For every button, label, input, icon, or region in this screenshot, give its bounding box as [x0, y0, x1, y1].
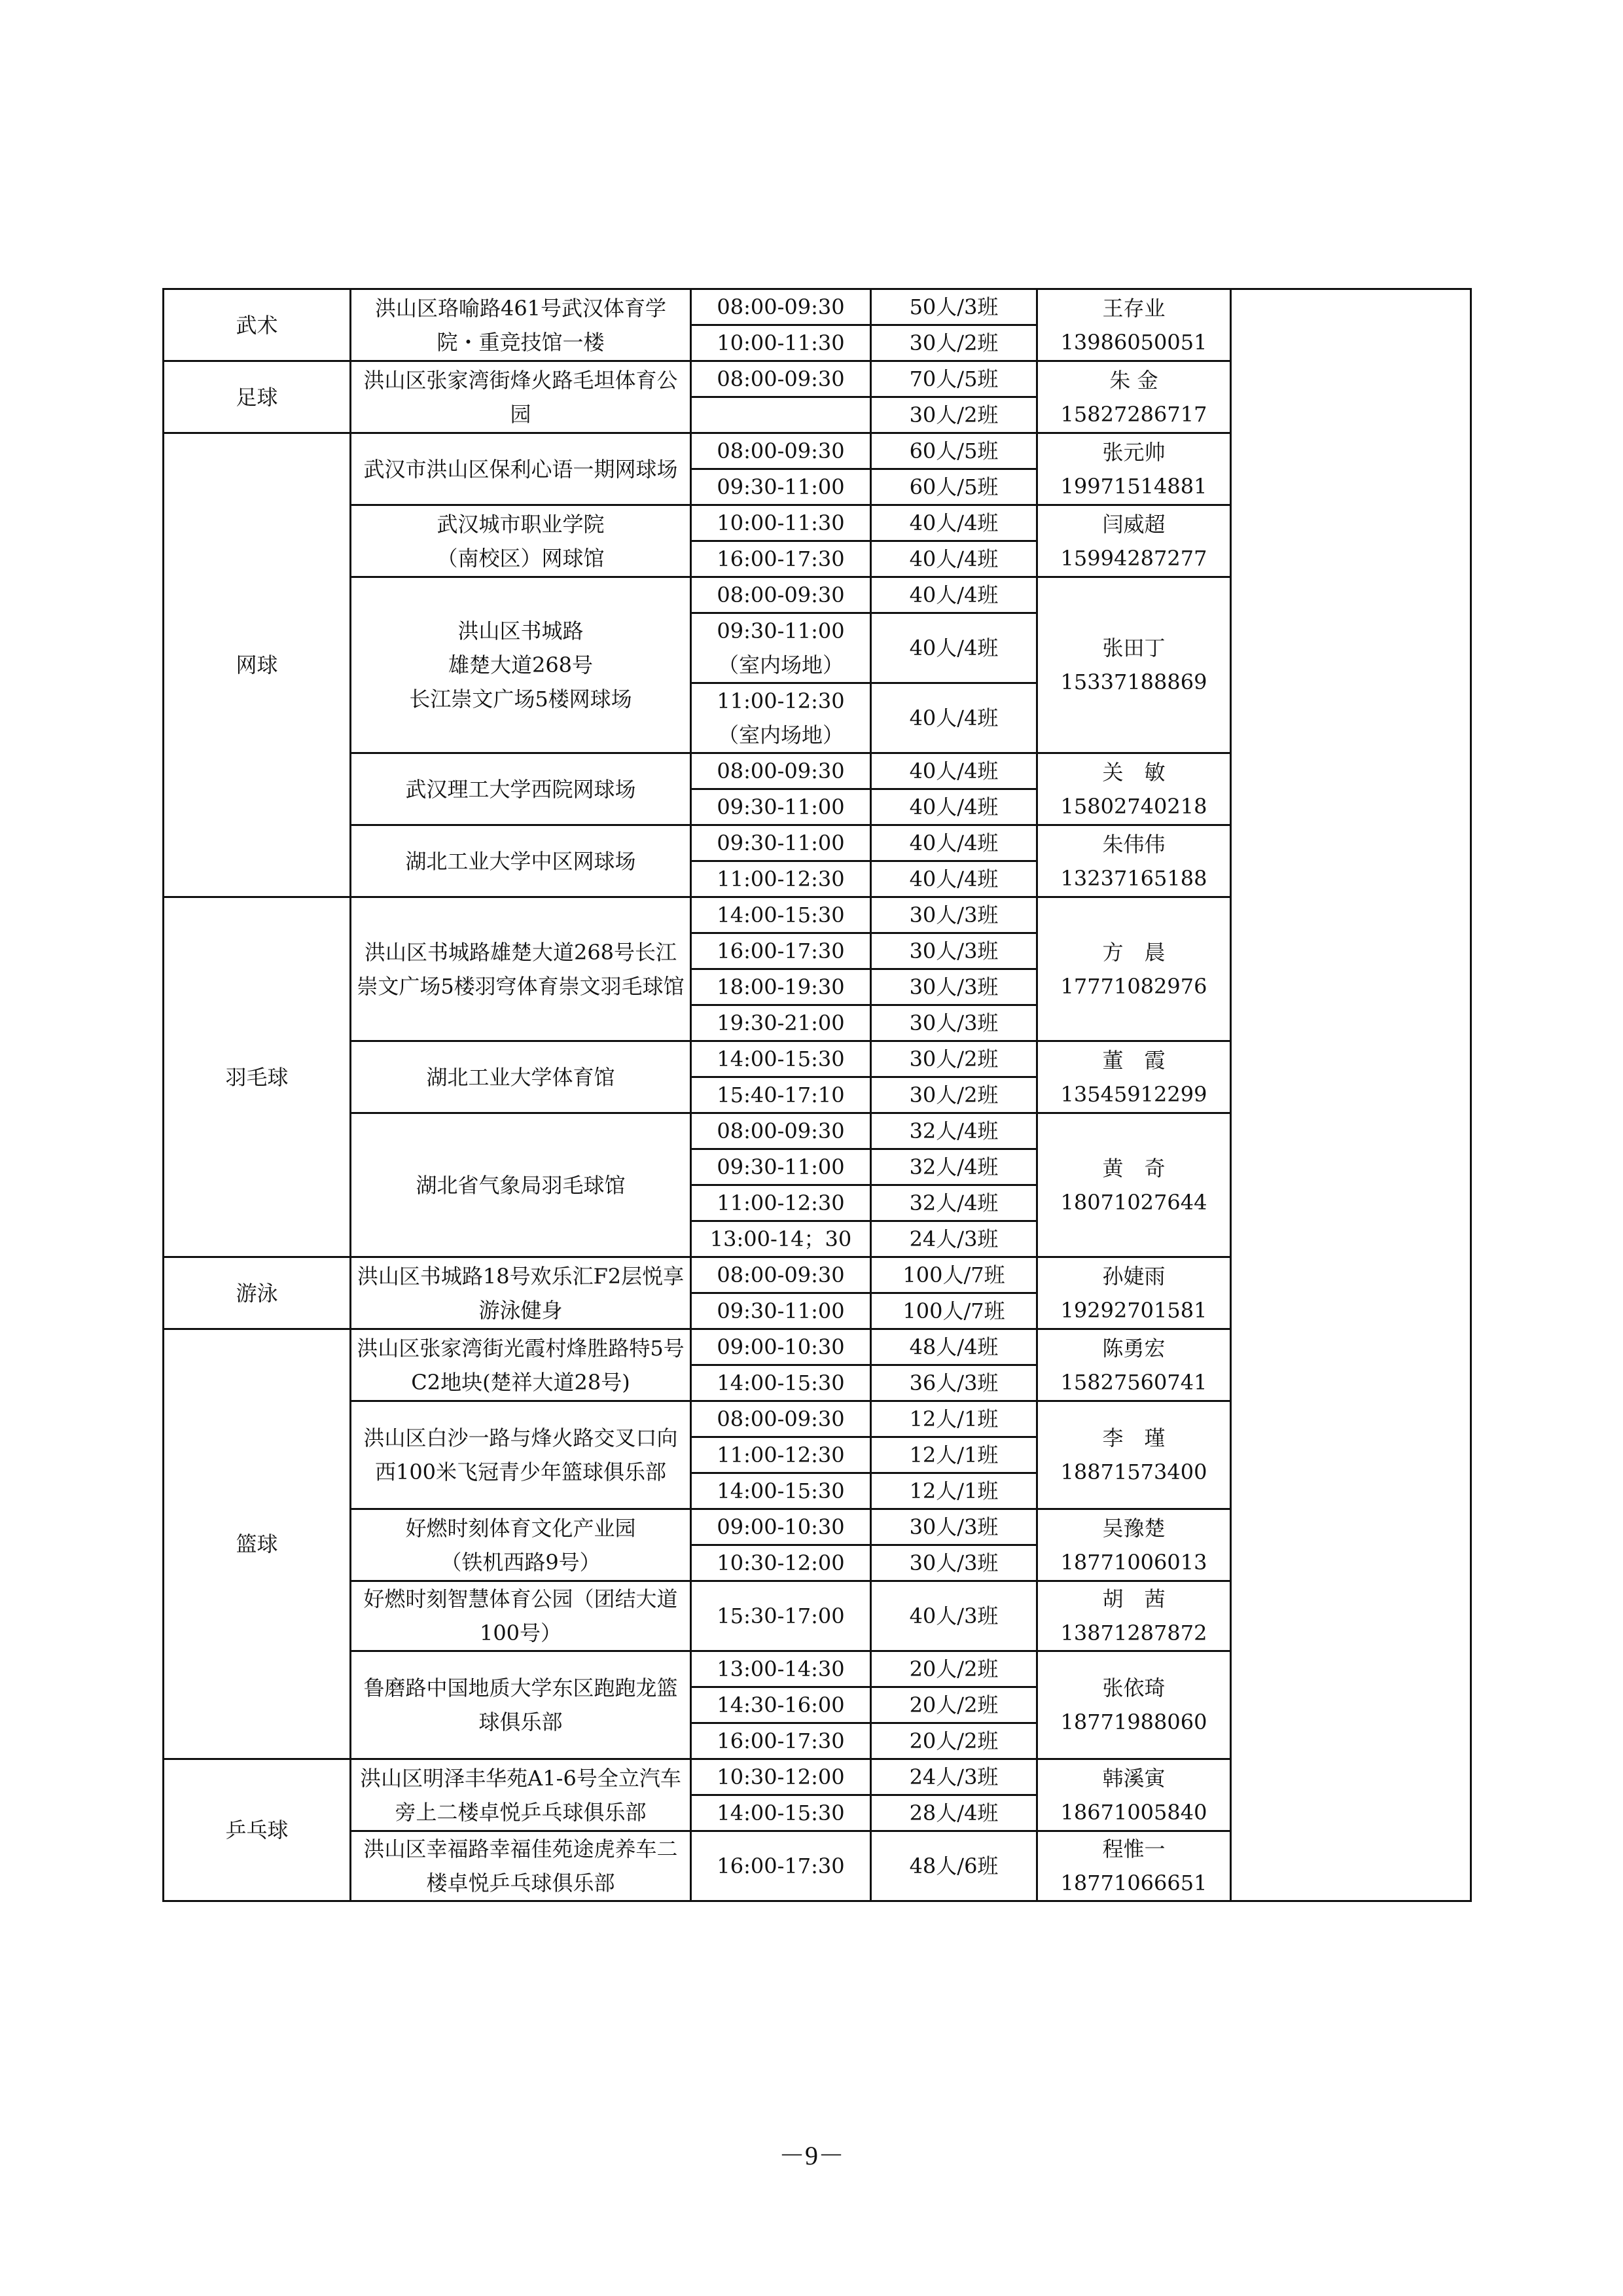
- venue-cell: 洪山区书城路雄楚大道268号长江崇文广场5楼羽穹体育崇文羽毛球馆: [351, 897, 691, 1041]
- capacity-cell: 12人/1班: [871, 1473, 1037, 1509]
- time-cell: 08:00-09:30: [691, 289, 871, 325]
- time-cell: 11:00-12:30: [691, 861, 871, 897]
- venue-cell: 湖北工业大学体育馆: [351, 1041, 691, 1113]
- contact-cell: 朱 金 15827286717: [1037, 361, 1231, 433]
- venue-schedule-body: [164, 289, 1471, 1901]
- contact-cell: 张田丁 15337188869: [1037, 577, 1231, 753]
- time-cell: 14:00-15:30: [691, 1473, 871, 1509]
- capacity-cell: 20人/2班: [871, 1723, 1037, 1759]
- time-cell: 14:00-15:30: [691, 897, 871, 933]
- venue-cell: 洪山区珞喻路461号武汉体育学院・重竞技馆一楼: [351, 289, 691, 361]
- contact-cell: 董 霞 13545912299: [1037, 1041, 1231, 1113]
- contact-cell: 张依琦 18771988060: [1037, 1651, 1231, 1759]
- contact-cell: 黄 奇 18071027644: [1037, 1113, 1231, 1257]
- time-cell: 14:00-15:30: [691, 1041, 871, 1077]
- capacity-cell: 48人/4班: [871, 1329, 1037, 1365]
- time-cell: 14:30-16:00: [691, 1687, 871, 1723]
- table-row: [164, 289, 1471, 325]
- capacity-cell: 30人/2班: [871, 397, 1037, 433]
- time-cell: 08:00-09:30: [691, 361, 871, 397]
- sport-cell: 游泳: [164, 1257, 351, 1329]
- sport-cell: 武术: [164, 289, 351, 361]
- capacity-cell: 30人/3班: [871, 1509, 1037, 1545]
- capacity-cell: 12人/1班: [871, 1437, 1037, 1473]
- time-cell: 08:00-09:30: [691, 433, 871, 469]
- time-cell: 08:00-09:30: [691, 753, 871, 789]
- venue-cell: 洪山区书城路18号欢乐汇F2层悦享游泳健身: [351, 1257, 691, 1329]
- time-cell: 16:00-17:30: [691, 933, 871, 969]
- time-cell: 19:30-21:00: [691, 1005, 871, 1041]
- capacity-cell: 40人/4班: [871, 577, 1037, 613]
- venue-cell: 鲁磨路中国地质大学东区跑跑龙篮球俱乐部: [351, 1651, 691, 1759]
- capacity-cell: 20人/2班: [871, 1687, 1037, 1723]
- contact-cell: 朱伟伟 13237165188: [1037, 825, 1231, 897]
- time-cell: 09:00-10:30: [691, 1329, 871, 1365]
- capacity-cell: 30人/2班: [871, 325, 1037, 361]
- time-cell: 11:00-12:30 （室内场地）: [691, 683, 871, 753]
- sport-cell: 羽毛球: [164, 897, 351, 1257]
- time-cell: 10:00-11:30: [691, 325, 871, 361]
- capacity-cell: 30人/3班: [871, 897, 1037, 933]
- contact-cell: 孙婕雨 19292701581: [1037, 1257, 1231, 1329]
- capacity-cell: 30人/3班: [871, 933, 1037, 969]
- time-cell: 09:30-11:00: [691, 469, 871, 505]
- venue-cell: 好燃时刻体育文化产业园 （铁机西路9号）: [351, 1509, 691, 1581]
- contact-cell: 胡 茜 13871287872: [1037, 1581, 1231, 1651]
- time-cell: 11:00-12:30: [691, 1185, 871, 1221]
- time-cell: 09:00-10:30: [691, 1509, 871, 1545]
- venue-cell: 洪山区书城路 雄楚大道268号 长江崇文广场5楼网球场: [351, 577, 691, 753]
- capacity-cell: 40人/3班: [871, 1581, 1037, 1651]
- time-cell: 09:30-11:00: [691, 825, 871, 861]
- time-cell: 08:00-09:30: [691, 1257, 871, 1293]
- capacity-cell: 50人/3班: [871, 289, 1037, 325]
- capacity-cell: 24人/3班: [871, 1759, 1037, 1795]
- contact-cell: 吴豫楚 18771006013: [1037, 1509, 1231, 1581]
- time-cell: 09:30-11:00: [691, 789, 871, 825]
- capacity-cell: 40人/4班: [871, 825, 1037, 861]
- contact-cell: 李 瑾 18871573400: [1037, 1401, 1231, 1509]
- page-number: －9－: [779, 2141, 844, 2170]
- capacity-cell: 12人/1班: [871, 1401, 1037, 1437]
- capacity-cell: 20人/2班: [871, 1651, 1037, 1687]
- time-cell: 16:00-17:30: [691, 1831, 871, 1901]
- capacity-cell: 32人/4班: [871, 1149, 1037, 1185]
- venue-cell: 好燃时刻智慧体育公园（团结大道100号）: [351, 1581, 691, 1651]
- venue-cell: 武汉市洪山区保利心语一期网球场: [351, 433, 691, 505]
- sport-cell: 乒乓球: [164, 1759, 351, 1901]
- time-cell: 14:00-15:30: [691, 1365, 871, 1401]
- venue-cell: 洪山区幸福路幸福佳苑途虎养车二楼卓悦乒乓球俱乐部: [351, 1831, 691, 1901]
- sport-cell: 篮球: [164, 1329, 351, 1759]
- venue-schedule-table: [162, 288, 1472, 1902]
- capacity-cell: 40人/4班: [871, 861, 1037, 897]
- capacity-cell: 40人/4班: [871, 505, 1037, 541]
- capacity-cell: 60人/5班: [871, 433, 1037, 469]
- time-cell: 09:30-11:00: [691, 1149, 871, 1185]
- contact-cell: 程惟一 18771066651: [1037, 1831, 1231, 1901]
- venue-cell: 武汉理工大学西院网球场: [351, 753, 691, 825]
- capacity-cell: 32人/4班: [871, 1113, 1037, 1149]
- capacity-cell: 40人/4班: [871, 753, 1037, 789]
- time-cell: 16:00-17:30: [691, 1723, 871, 1759]
- capacity-cell: 100人/7班: [871, 1257, 1037, 1293]
- capacity-cell: 32人/4班: [871, 1185, 1037, 1221]
- capacity-cell: 36人/3班: [871, 1365, 1037, 1401]
- capacity-cell: 40人/4班: [871, 541, 1037, 577]
- capacity-cell: 28人/4班: [871, 1795, 1037, 1831]
- time-cell: [691, 397, 871, 433]
- time-cell: 16:00-17:30: [691, 541, 871, 577]
- time-cell: 08:00-09:30: [691, 1401, 871, 1437]
- venue-cell: 洪山区白沙一路与烽火路交叉口向西100米飞冠青少年篮球俱乐部: [351, 1401, 691, 1509]
- capacity-cell: 40人/4班: [871, 613, 1037, 683]
- time-cell: 18:00-19:30: [691, 969, 871, 1005]
- time-cell: 10:30-12:00: [691, 1545, 871, 1581]
- time-cell: 15:40-17:10: [691, 1077, 871, 1113]
- capacity-cell: 70人/5班: [871, 361, 1037, 397]
- time-cell: 11:00-12:30: [691, 1437, 871, 1473]
- contact-cell: 韩溪寅 18671005840: [1037, 1759, 1231, 1831]
- time-cell: 10:00-11:30: [691, 505, 871, 541]
- contact-cell: 关 敏 15802740218: [1037, 753, 1231, 825]
- capacity-cell: 30人/2班: [871, 1041, 1037, 1077]
- time-cell: 10:30-12:00: [691, 1759, 871, 1795]
- time-cell: 09:30-11:00: [691, 1293, 871, 1329]
- time-cell: 14:00-15:30: [691, 1795, 871, 1831]
- venue-cell: 洪山区张家湾街烽火路毛坦体育公园: [351, 361, 691, 433]
- venue-cell: 湖北省气象局羽毛球馆: [351, 1113, 691, 1257]
- contact-cell: 陈勇宏 15827560741: [1037, 1329, 1231, 1401]
- venue-cell: 洪山区明泽丰华苑A1-6号全立汽车旁上二楼卓悦乒乓球俱乐部: [351, 1759, 691, 1831]
- time-cell: 08:00-09:30: [691, 1113, 871, 1149]
- contact-cell: 王存业 13986050051: [1037, 289, 1231, 361]
- time-cell: 13:00-14:30: [691, 1651, 871, 1687]
- time-cell: 09:30-11:00 （室内场地）: [691, 613, 871, 683]
- contact-cell: 方 晨 17771082976: [1037, 897, 1231, 1041]
- capacity-cell: 60人/5班: [871, 469, 1037, 505]
- capacity-cell: 30人/3班: [871, 1005, 1037, 1041]
- venue-cell: 武汉城市职业学院 （南校区）网球馆: [351, 505, 691, 577]
- remarks-cell: [1231, 289, 1471, 1901]
- time-cell: 08:00-09:30: [691, 577, 871, 613]
- contact-cell: 闫威超 15994287277: [1037, 505, 1231, 577]
- venue-cell: 湖北工业大学中区网球场: [351, 825, 691, 897]
- capacity-cell: 100人/7班: [871, 1293, 1037, 1329]
- capacity-cell: 48人/6班: [871, 1831, 1037, 1901]
- capacity-cell: 30人/3班: [871, 969, 1037, 1005]
- capacity-cell: 40人/4班: [871, 683, 1037, 753]
- sport-cell: 足球: [164, 361, 351, 433]
- capacity-cell: 30人/2班: [871, 1077, 1037, 1113]
- capacity-cell: 40人/4班: [871, 789, 1037, 825]
- capacity-cell: 30人/3班: [871, 1545, 1037, 1581]
- time-cell: 15:30-17:00: [691, 1581, 871, 1651]
- venue-cell: 洪山区张家湾街光霞村烽胜路特5号C2地块(楚祥大道28号): [351, 1329, 691, 1401]
- contact-cell: 张元帅 19971514881: [1037, 433, 1231, 505]
- capacity-cell: 24人/3班: [871, 1221, 1037, 1257]
- sport-cell: 网球: [164, 433, 351, 897]
- time-cell: 13:00-14；30: [691, 1221, 871, 1257]
